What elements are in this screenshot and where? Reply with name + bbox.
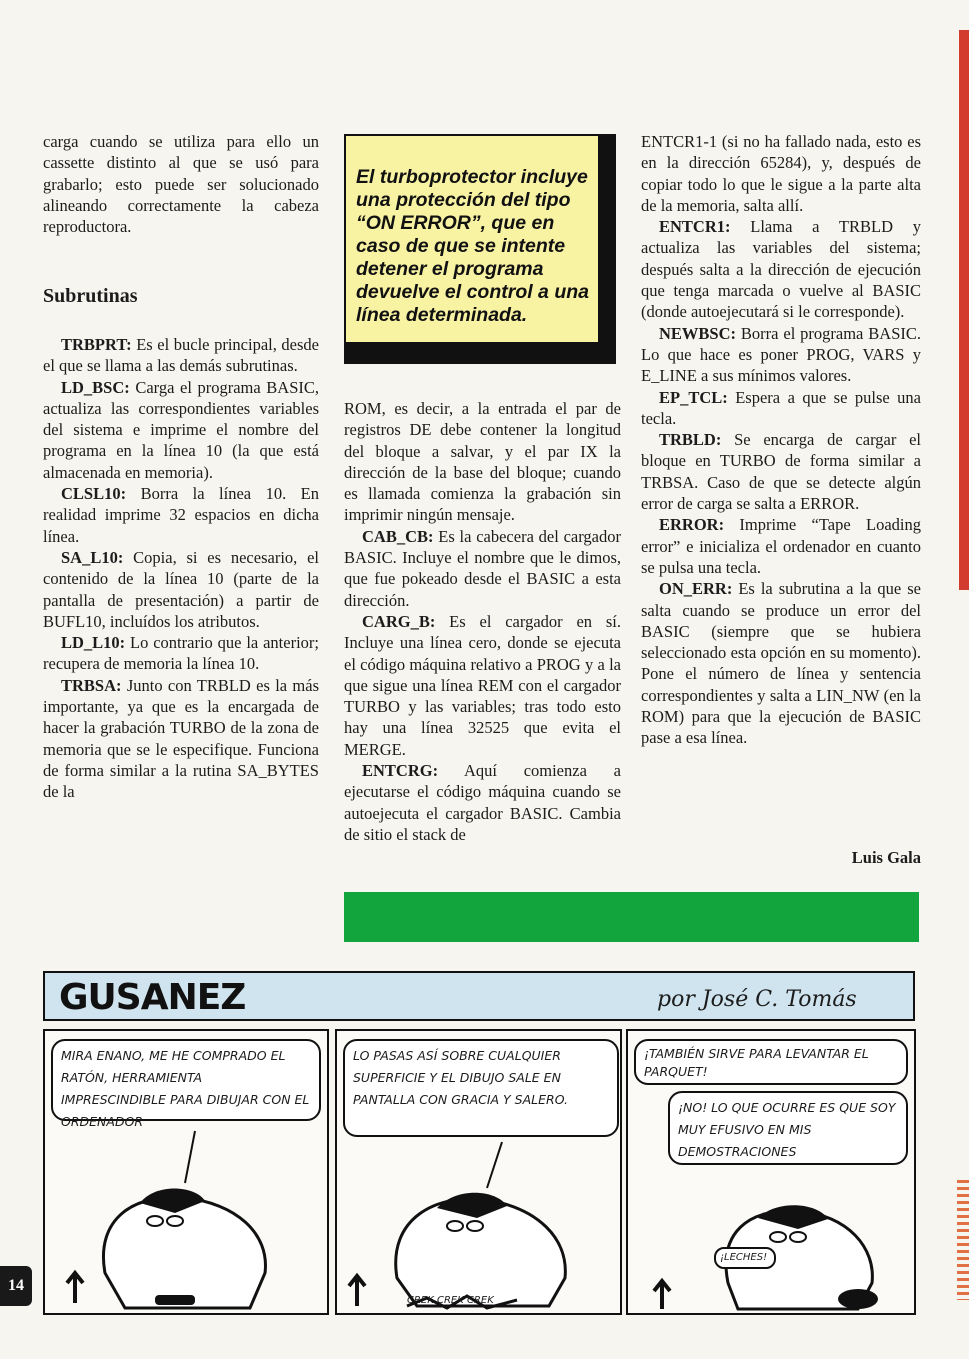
- col2-entry: [344, 611, 621, 760]
- col3-entry: [641, 578, 921, 748]
- green-divider-bar: [344, 892, 919, 942]
- comic-panel-3: [626, 1029, 916, 1315]
- comic-header: [43, 971, 915, 1021]
- col2-entry: [344, 760, 621, 845]
- col1-entry: [43, 547, 319, 632]
- col2-entry-text: Es la cabecera del cargador BASIC. Incluye el nombre que le dimos, que fue pokeado desde el BASIC a esta dirección.: [344, 526, 621, 610]
- col1-intro: carga cuando se utiliza para ello un cassette distinto al que se usó para grabarlo; esto puede ser solucionado alineando correctamente la cabeza reproductora.: [43, 132, 319, 237]
- col2-entry-term: ENTCRG:: [362, 761, 439, 781]
- col3-entry: [641, 216, 921, 322]
- col1-entry: [43, 483, 319, 547]
- comic-credit: por José C. Tomás: [657, 987, 857, 1012]
- col3-entry-term: ENTCR1:: [659, 217, 731, 237]
- speech-bubble-2: LO PASAS ASÍ SOBRE CUALQUIER SUPERFICIE Y EL DIBUJO SALE EN PANTALLA CON GRACIA Y SALERO.: [343, 1039, 619, 1137]
- column-1: [43, 131, 319, 237]
- col1-entry: [43, 632, 319, 675]
- character-drawing-2: [337, 1138, 620, 1313]
- col3-entry-text: Llama a TRBLD y actualiza las variables del sistema; después salta a la dirección de ejecución que tenga marcada o vuelve al BASIC (donde autoejecutará si le corresponde).: [641, 217, 921, 322]
- col1-entry: [43, 334, 319, 377]
- speech-bubble-1: MIRA ENANO, ME HE COMPRADO EL RATÓN, HERRAMIENTA IMPRESCINDIBLE PARA DIBUJAR CON EL ORDENADOR: [51, 1039, 321, 1121]
- section-heading: Subrutinas: [43, 285, 138, 307]
- col3-intro: ENTCR1-1 (si no ha fallado nada, esto es en la dirección 65284), y, después de copiar todo lo que le sigue a la parte alta de la memoria, salta allí.: [641, 132, 921, 215]
- col2-entry: [344, 526, 621, 611]
- col3-entry-text: Espera a que se pulse una tecla.: [641, 387, 921, 428]
- col1-entry-text: Carga el programa BASIC, actualiza las correspondientes variables del sistema e imprime el nombre del programa en la línea 10 (la que está almacenada en memoria).: [43, 377, 319, 482]
- speech-bubble-3b: ¡NO! LO QUE OCURRE ES QUE SOY MUY EFUSIVO EN MIS DEMOSTRACIONES: [668, 1091, 908, 1165]
- col3-entry: [641, 429, 921, 514]
- col3-entry-term: NEWBSC:: [659, 323, 737, 343]
- author-signature: Luis Gala: [851, 848, 921, 867]
- col1-entry: [43, 675, 319, 803]
- callout-text: El turboprotector incluye una protección del tipo “ON ERROR”, que en caso de que se intente detener el programa devuelve el control a una línea determinada.: [344, 134, 600, 344]
- col1-entry-term: LD_BSC:: [61, 377, 130, 397]
- col3-entry-text: Se encarga de cargar el bloque en TURBO de forma similar a TRBSA. Caso de que se detecte algún error de carga se salta a ERROR.: [641, 430, 921, 514]
- sound-effect: CREK CREK CREK: [407, 1295, 494, 1306]
- col2-entry-term: CARG_B:: [362, 611, 436, 631]
- col3-entry-text: Borra el programa BASIC. Lo que hace es poner PROG, VARS y E_LINE a sus mínimos valores.: [641, 323, 921, 386]
- col1-entry-text: Lo contrario que la anterior; recupera de memoria la línea 10.: [43, 633, 319, 674]
- col1-entry-term: LD_L10:: [61, 633, 126, 653]
- col2-entry-term: CAB_CB:: [362, 526, 434, 546]
- col1-entry-text: Copia, si es necesario, el contenido de la línea 10 (parte de la pantalla de presentación) a partir de BUFL10, incluídos los atributos.: [43, 547, 319, 631]
- speech-bubble-3a: ¡TAMBIÉN SIRVE PARA LEVANTAR EL PARQUET!: [634, 1039, 908, 1085]
- character-drawing-3: [628, 1163, 914, 1313]
- comic-title: GUSANEZ: [59, 977, 246, 1018]
- comic-panel-1: [43, 1029, 329, 1315]
- col1-entry-text: Borra la línea 10. En realidad imprime 32 espacios en dicha línea.: [43, 484, 319, 546]
- col3-entry-text: Es la subrutina a la que se salta cuando se produce un error del BASIC (siempre que se hubiera seleccionado esta opción en su momento). Pone el número de línea y sentencia correspondientes y salta a LIN_NW (en la ROM) para que la ejecución de BASIC pase a esa línea.: [641, 579, 921, 748]
- col1-entry: [43, 377, 319, 483]
- page-number: 14: [0, 1266, 32, 1306]
- comic-panel-2: [335, 1029, 622, 1315]
- speech-bubble-3c: ¡LECHES!: [714, 1247, 776, 1269]
- col2-entry-text: Aquí comienza a ejecutarse el código máquina cuando se autoejecuta el cargador BASIC. Cambia de sitio el stack de: [344, 761, 621, 844]
- col2-intro: ROM, es decir, a la entrada el par de registros DE debe contener la longitud del bloque a salvar, y el par IX la dirección de la base del bloque; cuando es llamada comienza la grabación sin imprimir ningún mensaje.: [344, 399, 621, 525]
- col3-entry-text: Imprime “Tape Loading error” e inicializa el ordenador en cuanto se pulsa una tecla.: [641, 515, 921, 577]
- col3-entry-term: ERROR:: [659, 515, 725, 535]
- column-1-entries: [43, 334, 319, 803]
- page-edge-red-strip: [959, 30, 969, 590]
- col2-entry-text: Es el cargador en sí. Incluye una línea cero, donde se ejecuta el código máquina relativo a PROG y a la que sigue una línea REM con el cargador TURBO y las variables; tras todo esto hay una línea 32525 que evita el MERGE.: [344, 611, 621, 759]
- character-drawing-1: [45, 1123, 327, 1313]
- column-3: [641, 131, 921, 749]
- comic-strip: [43, 971, 917, 1311]
- col1-entry-text: Junto con TRBLD es la más importante, ya que es la encargada de hacer la grabación TURBO de la zona de memoria que se le especifique. Funciona de forma similar a la rutina SA_BYTES de la: [43, 675, 319, 802]
- col3-entry-term: EP_TCL:: [659, 387, 728, 407]
- col3-entry-term: TRBLD:: [659, 430, 722, 450]
- col1-entry-term: TRBPRT:: [61, 335, 132, 354]
- col3-entry: [641, 514, 921, 578]
- col1-entry-term: TRBSA:: [61, 675, 122, 695]
- col3-entry: [641, 323, 921, 387]
- col1-entry-term: CLSL10:: [61, 484, 127, 504]
- col1-entry-term: SA_L10:: [61, 547, 124, 567]
- col1-entry-text: Es el bucle principal, desde el que se llama a las demás subrutinas.: [43, 335, 319, 376]
- col3-entry: [641, 387, 921, 430]
- page-edge-dots: [957, 1180, 969, 1300]
- column-2: [344, 398, 621, 845]
- callout-box: [344, 134, 616, 364]
- col3-entry-term: ON_ERR:: [659, 579, 733, 599]
